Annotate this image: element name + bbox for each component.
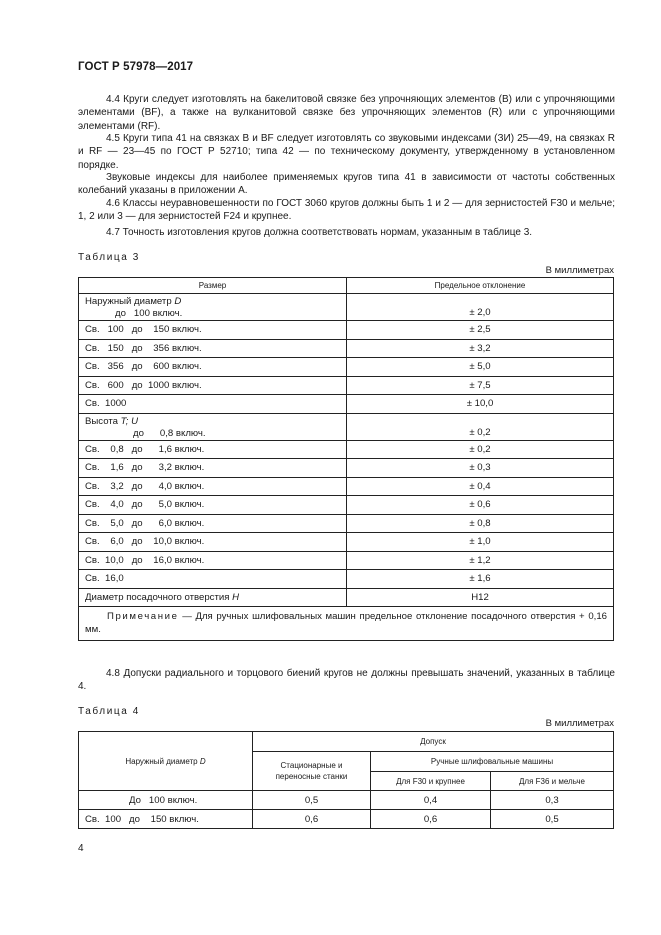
table3-diameter-group	[79, 294, 347, 321]
table-row	[79, 496, 614, 515]
table3-unit: В миллиметрах	[545, 265, 614, 276]
deviation-cell: ± 0,4	[347, 477, 614, 496]
stationary-cell: 0,5	[253, 791, 371, 810]
paragraph-4-5-sound-index: Звуковые индексы для наиболее применяемых кругов типа 41 в зависимости от частоты собственных колебаний указаны в приложении А.	[78, 172, 615, 197]
table-row	[79, 321, 614, 340]
bore-value: H12	[347, 588, 614, 607]
bore-cell	[79, 588, 347, 607]
f36-cell: 0,3	[491, 791, 614, 810]
table-row	[79, 459, 614, 478]
diameter-first-value: ± 2,0	[347, 294, 614, 321]
table-row	[79, 514, 614, 533]
table3-diameter-group-row	[79, 294, 614, 321]
table-row	[79, 551, 614, 570]
paragraph-4-7: 4.7 Точность изготовления кругов должна соответствовать нормам, указанным в таблице 3.	[106, 227, 533, 238]
table3-note-row	[79, 607, 614, 641]
table-3	[78, 277, 614, 641]
paragraph-4-4: 4.4 Круги следует изготовлять на бакелитовой связке без упрочняющих элементов (В) или с упрочняющими элементами (BF), а также на вулканитовой связке без упрочняющих элементов (R) или с упрочняющими элементами (RF).	[78, 94, 615, 132]
size-cell: Св. 1,6 до 3,2 включ.	[79, 459, 347, 478]
table-row	[79, 810, 614, 829]
size-cell: Св. 600 до 1000 включ.	[79, 376, 347, 395]
table3-bore-row	[79, 588, 614, 607]
table4-unit: В миллиметрах	[545, 718, 614, 729]
diameter-label: Наружный диаметр	[85, 296, 172, 307]
size-cell: Св. 0,8 до 1,6 включ.	[79, 440, 347, 459]
standard-header: ГОСТ Р 57978—2017	[78, 61, 194, 73]
stationary-cell: 0,6	[253, 810, 371, 829]
table4-header-row-1	[79, 732, 614, 752]
deviation-cell: ± 10,0	[347, 395, 614, 414]
note-label: Примечание	[107, 611, 179, 622]
note-text: — Для ручных шлифовальных машин предельное отклонение посадочного отверстия + 0,16 мм.	[85, 611, 607, 635]
size-cell: Св. 4,0 до 5,0 включ.	[79, 496, 347, 515]
deviation-cell: ± 1,2	[347, 551, 614, 570]
size-cell: Св. 100 до 150 включ.	[79, 321, 347, 340]
table4-col-stationary: Стационарные и переносные станки	[253, 752, 371, 791]
bore-symbol: H	[232, 591, 240, 603]
height-symbol: T; U	[120, 415, 139, 427]
height-first-range: до 0,8 включ.	[133, 427, 206, 439]
table4-col-tolerance: Допуск	[253, 732, 614, 752]
size-cell: Св. 1000	[79, 395, 347, 414]
table4-col-f36: Для F36 и мельче	[491, 772, 614, 791]
f36-cell: 0,5	[491, 810, 614, 829]
paragraph-4-6: 4.6 Классы неуравновешенности по ГОСТ 3060 кругов должны быть 1 и 2 — для зернистостей F30 и мельче; 1, 2 или 3 — для зернистостей F24 и крупнее.	[78, 198, 615, 223]
f30-cell: 0,4	[371, 791, 491, 810]
height-label: Высота	[85, 415, 118, 427]
height-first-value: ± 0,2	[347, 413, 614, 440]
table-row	[79, 791, 614, 810]
diameter-symbol: D	[174, 296, 182, 307]
size-cell: Св. 16,0	[79, 570, 347, 589]
size-cell: Св. 3,2 до 4,0 включ.	[79, 477, 347, 496]
table-row	[79, 395, 614, 414]
table3-caption: Таблица 3	[78, 252, 140, 263]
size-cell: Св. 150 до 356 включ.	[79, 339, 347, 358]
table4-caption: Таблица 4	[78, 706, 140, 717]
deviation-cell: ± 0,6	[347, 496, 614, 515]
diameter-cell: До 100 включ.	[79, 791, 253, 810]
size-cell: Св. 356 до 600 включ.	[79, 358, 347, 377]
table3-height-group-row	[79, 413, 614, 440]
size-cell: Св. 10,0 до 16,0 включ.	[79, 551, 347, 570]
diameter-cell: Св. 100 до 150 включ.	[79, 810, 253, 829]
deviation-cell: ± 0,2	[347, 440, 614, 459]
deviation-cell: ± 3,2	[347, 339, 614, 358]
table4-col-hand: Ручные шлифовальные машины	[371, 752, 614, 772]
table3-note	[79, 607, 614, 641]
table-row	[79, 376, 614, 395]
page-number: 4	[78, 843, 84, 854]
table-row	[79, 570, 614, 589]
f30-cell: 0,6	[371, 810, 491, 829]
table3-header-row	[79, 278, 614, 294]
deviation-cell: ± 7,5	[347, 376, 614, 395]
paragraph-4-5: 4.5 Круги типа 41 на связках В и BF следует изготовлять со звуковыми индексами (ЗИ) 25—49, на связках R и RF — 23—45 по ГОСТ Р 52710; типа 42 — по техническому документу, утвержденному в установленном порядке.	[78, 133, 615, 171]
diameter-first-range: до 100 включ.	[115, 308, 183, 319]
table-row	[79, 358, 614, 377]
table-row	[79, 339, 614, 358]
size-cell: Св. 6,0 до 10,0 включ.	[79, 533, 347, 552]
table3-height-group	[79, 413, 347, 440]
table4-col-f30: Для F30 и крупнее	[371, 772, 491, 791]
table-row	[79, 533, 614, 552]
table3-col-size: Размер	[79, 278, 347, 294]
bore-label: Диаметр посадочного отверстия	[85, 591, 230, 603]
table-row	[79, 477, 614, 496]
deviation-cell: ± 5,0	[347, 358, 614, 377]
size-cell: Св. 5,0 до 6,0 включ.	[79, 514, 347, 533]
deviation-cell: ± 2,5	[347, 321, 614, 340]
table-4	[78, 731, 614, 829]
table4-col-diameter: Наружный диаметр D	[79, 732, 253, 791]
table3-col-deviation: Предельное отклонение	[347, 278, 614, 294]
deviation-cell: ± 0,8	[347, 514, 614, 533]
deviation-cell: ± 1,6	[347, 570, 614, 589]
paragraph-4-8: 4.8 Допуски радиального и торцового биений кругов не должны превышать значений, указанных в таблице 4.	[78, 668, 615, 693]
deviation-cell: ± 1,0	[347, 533, 614, 552]
table-row	[79, 440, 614, 459]
deviation-cell: ± 0,3	[347, 459, 614, 478]
